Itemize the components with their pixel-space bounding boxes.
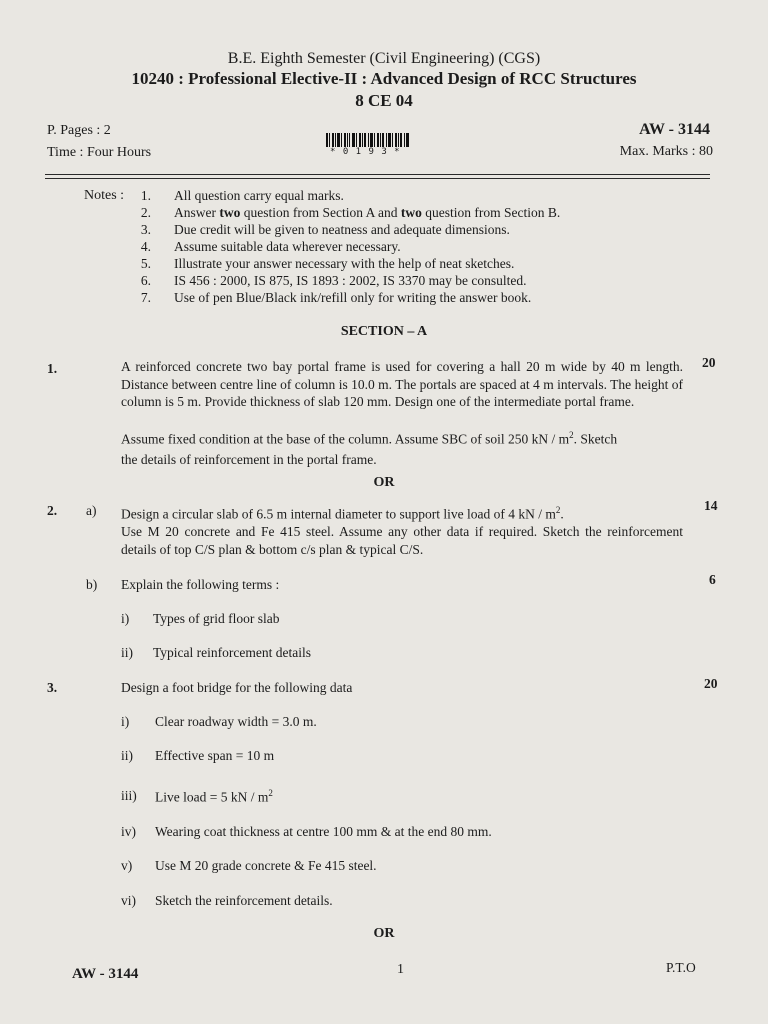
footer-paper-code: AW - 3144 [72, 966, 139, 982]
item-text: Effective span = 10 m [155, 748, 275, 763]
note-number: 6. [140, 273, 151, 288]
or-separator: OR [373, 475, 395, 490]
item-text: Types of grid floor slab [153, 611, 280, 626]
note-number: 5. [140, 256, 151, 271]
question-marks: 14 [704, 498, 718, 513]
item-number: i) [121, 714, 130, 729]
item-text: Live load = 5 kN / $m^2$ [155, 788, 273, 805]
max-marks: Max. Marks : 80 [619, 144, 713, 159]
note-text: Due credit will be given to neatness and adequate dimensions. [174, 222, 510, 237]
or-separator: OR [373, 926, 395, 941]
item-text: Typical reinforcement details [153, 645, 311, 660]
course-line: B.E. Eighth Semester (Civil Engineering) (CGS) [227, 50, 541, 67]
please-turn-over: P.T.O [666, 960, 696, 975]
item-number: i) [121, 611, 130, 626]
question-marks: 6 [709, 572, 716, 587]
notes-label: Notes : [84, 188, 125, 203]
header-divider [45, 174, 710, 175]
note-number: 4. [140, 239, 151, 254]
item-text: Wearing coat thickness at centre 100 mm & at the end 80 mm. [155, 824, 492, 839]
note-number: 1. [140, 188, 151, 203]
note-number: 2. [140, 205, 151, 220]
item-number: iii) [121, 788, 137, 803]
barcode-number: * 0 1 9 3 * [330, 147, 401, 157]
item-text: Use M 20 grade concrete & Fe 415 steel. [155, 858, 377, 873]
question-text: Explain the following terms : [121, 577, 280, 592]
subject-code: 8 CE 04 [355, 91, 413, 110]
header-divider-2 [45, 178, 710, 179]
item-number: ii) [121, 748, 133, 763]
item-text: Sketch the reinforcement details. [155, 893, 333, 908]
question-text: Design a foot bridge for the following data [121, 680, 353, 695]
question-number: 2. [47, 503, 58, 518]
question-marks: 20 [702, 355, 716, 370]
note-number: 7. [140, 290, 151, 305]
exam-time: Time : Four Hours [47, 145, 152, 160]
note-text: Assume suitable data wherever necessary. [174, 239, 401, 254]
question-text: A reinforced concrete two bay portal frame is used for covering a hall 20 m wide by 40 m length. Distance between centre line of column is 10.0 m. The portals are spaced at 4 m intervals. The height of column is 5 m. Provide thickness of slab 120 mm. Design one of the intermediate portal frame. [121, 359, 683, 409]
question-text: Use M 20 concrete and Fe 415 steel. Assume any other data if required. Sketch the reinforcement details of top C/S plan & bottom c/s plan & typical C/S. [121, 524, 683, 557]
item-number: v) [121, 858, 133, 873]
page-count: P. Pages : 2 [47, 123, 111, 138]
section-title: SECTION – A [340, 324, 428, 339]
subpart-label: b) [86, 577, 98, 592]
note-text: Answer two question from Section A and two question from Section B. [174, 205, 561, 220]
barcode [326, 133, 410, 155]
question-number: 1. [47, 361, 58, 376]
note-number: 3. [140, 222, 151, 237]
item-text: Clear roadway width = 3.0 m. [155, 714, 317, 729]
page-number: 1 [397, 962, 404, 977]
paper-code: AW - 3144 [639, 121, 710, 138]
item-number: vi) [121, 893, 136, 908]
paper-title: 10240 : Professional Elective-II : Advanced Design of RCC Structures [131, 69, 637, 88]
question-text: Assume fixed condition at the base of the column. Assume SBC of soil 250 kN / $m^2$. Sketch [121, 430, 618, 447]
barcode-bars [326, 133, 410, 147]
question-text: Design a circular slab of 6.5 m internal diameter to support live load of 4 kN / $m^2$. [121, 505, 564, 522]
question-text: the details of reinforcement in the portal frame. [121, 452, 377, 467]
item-number: ii) [121, 645, 133, 660]
note-text: IS 456 : 2000, IS 875, IS 1893 : 2002, IS 3370 may be consulted. [174, 273, 527, 288]
item-number: iv) [121, 824, 136, 839]
subpart-label: a) [86, 503, 97, 518]
note-text: Illustrate your answer necessary with the help of neat sketches. [174, 256, 515, 271]
note-text: All question carry equal marks. [174, 188, 344, 203]
question-marks: 20 [704, 676, 718, 691]
note-text: Use of pen Blue/Black ink/refill only for writing the answer book. [174, 290, 532, 305]
question-number: 3. [47, 680, 58, 695]
